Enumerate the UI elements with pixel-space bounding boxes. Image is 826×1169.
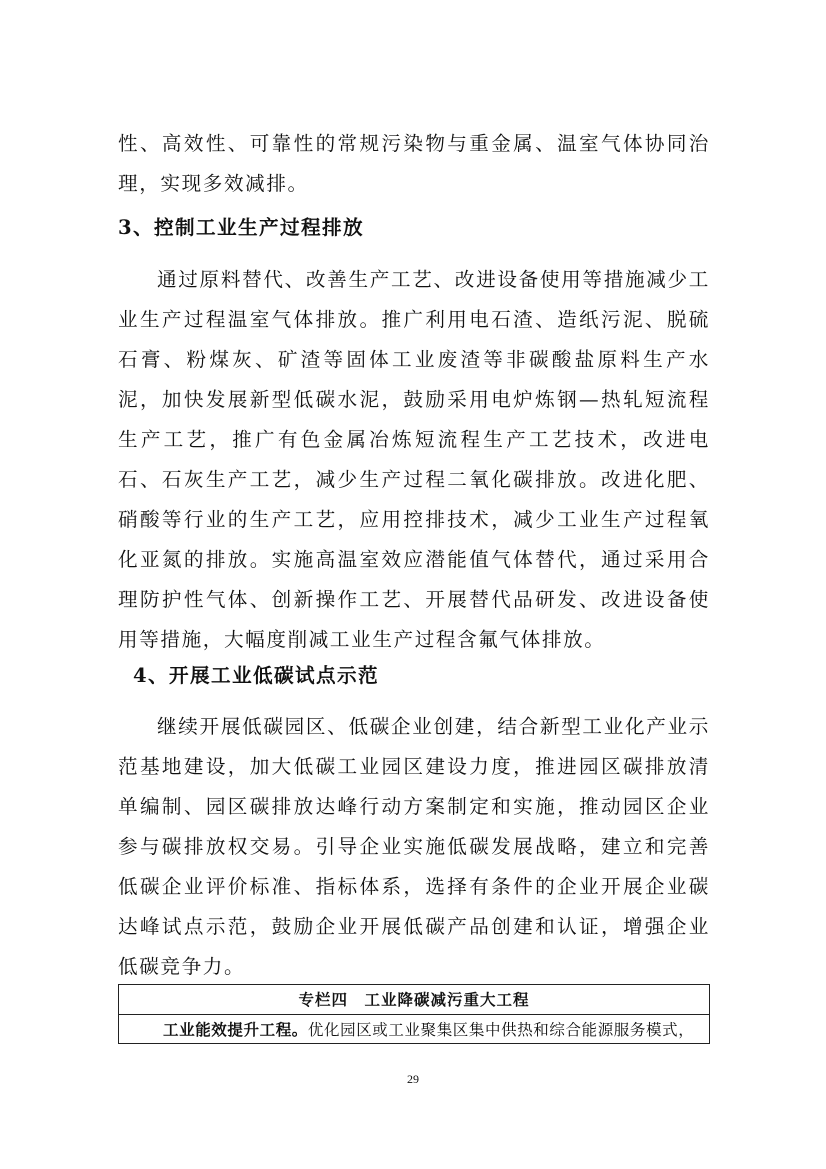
paragraph-continued: 性、高效性、可靠性的常规污染物与重金属、温室气体协同治理，实现多效减排。 bbox=[118, 132, 710, 195]
box-row-text: 优化园区或工业聚集区集中供热和综合能源服务模式， bbox=[307, 1021, 695, 1039]
box-title: 专栏四 工业降碳减污重大工程 bbox=[119, 985, 709, 1015]
section-heading-3: 3、控制工业生产过程排放 bbox=[118, 216, 364, 239]
box-row-bold-label: 工业能效提升工程。 bbox=[163, 1020, 308, 1039]
box-first-row bbox=[119, 1015, 709, 1044]
page-number: 29 bbox=[407, 1072, 419, 1086]
sidebar-box-column-four bbox=[118, 984, 710, 1044]
paragraph-low-carbon-pilot: 继续开展低碳园区、低碳企业创建，结合新型工业化产业示范基地建设，加大低碳工业园区建设力度，推进园区碳排放清单编制、园区碳排放达峰行动方案制定和实施，推动园区企业参与碳排放权交易。引导企业实施低碳发展战略，建立和完善低碳企业评价标准、指标体系，选择有条件的企业开展企业碳达峰试点示范，鼓励企业开展低碳产品创建和认证，增强企业低碳竞争力。 bbox=[118, 715, 710, 978]
paragraph-process-emissions: 通过原料替代、改善生产工艺、改进设备使用等措施减少工业生产过程温室气体排放。推广利用电石渣、造纸污泥、脱硫石膏、粉煤灰、矿渣等固体工业废渣等非碳酸盐原料生产水泥，加快发展新型低碳水泥，鼓励采用电炉炼钢—热轧短流程生产工艺，推广有色金属冶炼短流程生产工艺技术，改进电石、石灰生产工艺，减少生产过程二氧化碳排放。改进化肥、硝酸等行业的生产工艺，应用控排技术，减少工业生产过程氧化亚氮的排放。实施高温室效应潜能值气体替代，通过采用合理防护性气体、创新操作工艺、开展替代品研发、改进设备使用等措施，大幅度削减工业生产过程含氟气体排放。 bbox=[118, 268, 710, 651]
section-heading-4: 4、开展工业低碳试点示范 bbox=[133, 664, 379, 687]
